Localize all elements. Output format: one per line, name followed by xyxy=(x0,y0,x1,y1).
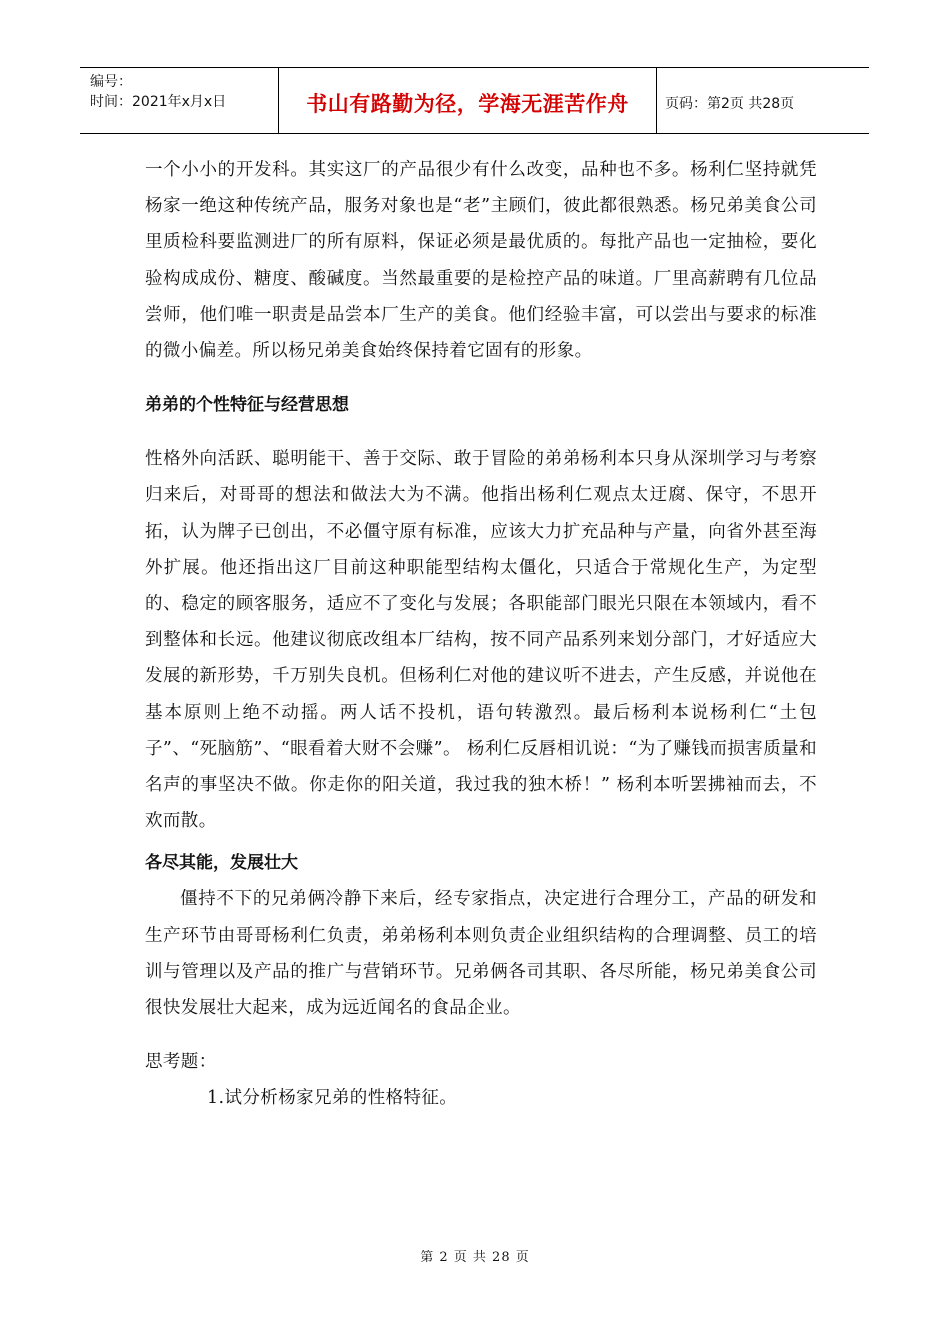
header-page-info: 页码：第2页 共28页 xyxy=(665,95,795,112)
number-label: 编号： xyxy=(90,74,132,90)
paragraph-brother-ideas: 性格外向活跃、聪明能干、善于交际、敢于冒险的弟弟杨利本只身从深圳学习与考察归来后，对哥哥的想法和做法大为不满。他指出杨利仁观点太迂腐、保守，不思开拓，认为牌子已创出，不必僵守原有标准，应该大力扩充品种与产量，向省外甚至海外扩展。他还指出这厂目前这种职能型结构太僵化，只适合于常规化生产，为定型的、稳定的顾客服务，适应不了变化与发展；各职能部门眼光只限在本领域内，看不到整体和长远。他建议彻底改组本厂结构，按不同产品系列来划分部门，才好适应大发展的新形势，千万别失良机。但杨利仁对他的建议听不进去，产生反感，并说他在基本原则上绝不动摇。两人话不投机，语句转激烈。最后杨利本说杨利仁“土包子”、“死脑筋”、“眼看着大财不会赚”。 杨利仁反唇相讥说：“为了赚钱而损害质量和名声的事坚决不做。你走你的阳关道，我过我的独木桥！” 杨利本听罢拂袖而去，不欢而散。 xyxy=(145,449,817,832)
questions-label: 思考题： xyxy=(145,1052,217,1073)
time-label: 时间：2021年x月x日 xyxy=(90,94,227,110)
section-heading-brother-personality: 弟弟的个性特征与经营思想 xyxy=(145,395,349,416)
section-heading-division-of-labor: 各尽其能，发展壮大 xyxy=(145,853,298,874)
question-item: 1.试分析杨家兄弟的性格特征。 xyxy=(207,1088,458,1109)
paragraph-development: 僵持不下的兄弟俩冷静下来后，经专家指点，决定进行合理分工，产品的研发和生产环节由哥哥杨利仁负责，弟弟杨利本则负责企业组织结构的合理调整、员工的培训与管理以及产品的推广与营销环节。兄弟俩各司其职、各尽所能，杨兄弟美食公司很快发展壮大起来，成为远近闻名的食品企业。 xyxy=(145,889,817,1019)
document-header xyxy=(80,67,869,134)
paragraph-product-quality: 一个小小的开发科。其实这厂的产品很少有什么改变，品种也不多。杨利仁坚持就凭杨家一绝这种传统产品，服务对象也是“老”主顾们，彼此都很熟悉。杨兄弟美食公司里质检科要监测进厂的所有原料，保证必须是最优质的。每批产品也一定抽检，要化验构成成份、糖度、酸碱度。当然最重要的是检控产品的味道。厂里高薪聘有几位品尝师，他们唯一职责是品尝本厂生产的美食。他们经验丰富，可以尝出与要求的标准的微小偏差。所以杨兄弟美食始终保持着它固有的形象。 xyxy=(145,160,817,362)
page-footer: 第 2 页 共 28 页 xyxy=(420,1250,530,1265)
header-meta-cell xyxy=(80,68,279,133)
document-body xyxy=(145,152,817,1116)
header-motto: 书山有路勤为径，学海无涯苦作舟 xyxy=(279,68,657,133)
